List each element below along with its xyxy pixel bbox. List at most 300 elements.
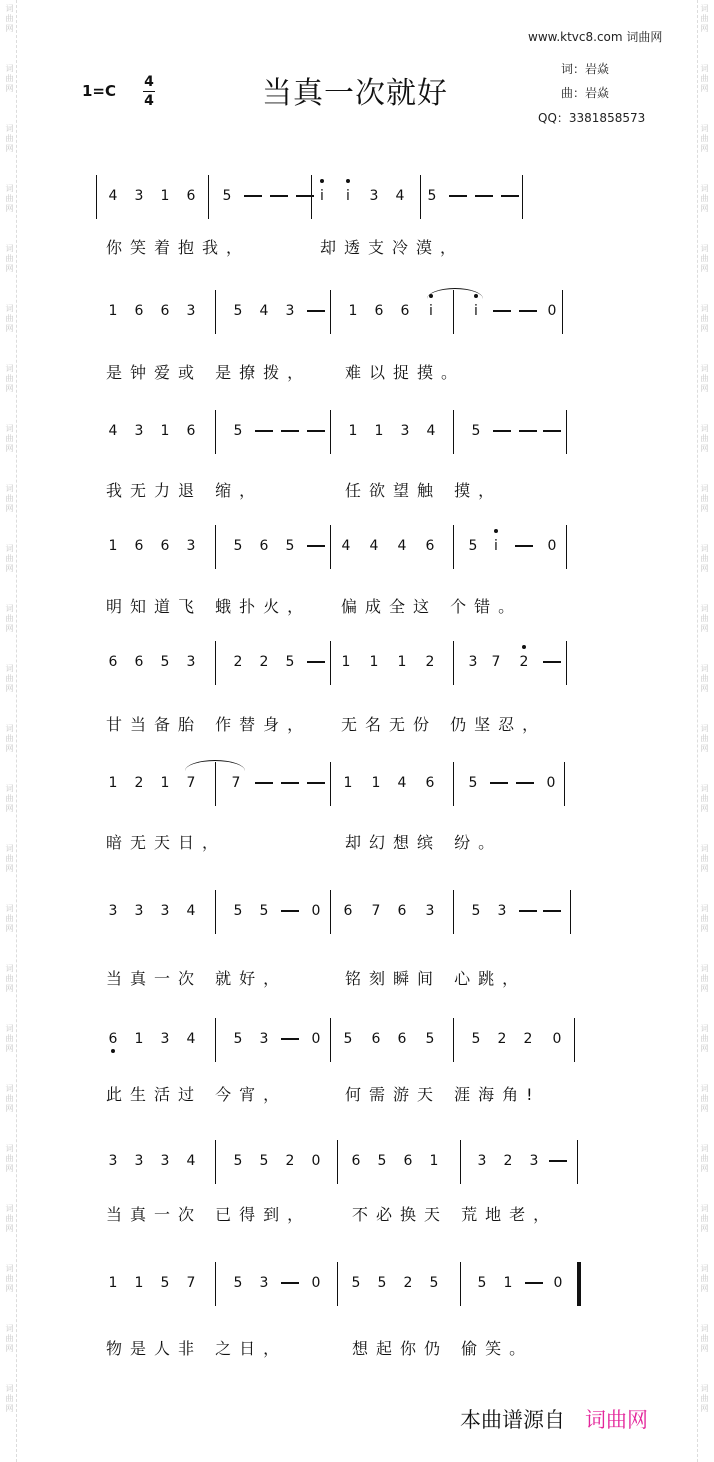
note — [153, 1031, 177, 1047]
sustain-dash — [501, 195, 519, 197]
lyric-phrase: 何需游天 涯海角! — [345, 1085, 541, 1104]
lyric-phrase: 想起你仍 偷笑。 — [352, 1339, 534, 1358]
watermark-char: 词 — [700, 184, 709, 193]
watermark-char: 词 — [5, 784, 14, 793]
note-digit: 6 — [160, 538, 170, 554]
watermark-char: 曲 — [5, 1274, 14, 1283]
watermark-char: 词 — [5, 64, 14, 73]
note-digit: 1 — [108, 1275, 118, 1291]
note-digit: 6 — [371, 1031, 381, 1047]
note — [127, 303, 151, 319]
note — [336, 1031, 360, 1047]
note-digit: 0 — [547, 303, 557, 319]
note-digit: 5 — [233, 1153, 243, 1169]
watermark-char: 网 — [5, 504, 14, 513]
note-digit: 3 — [285, 303, 295, 319]
note — [362, 538, 386, 554]
lyric-line — [0, 1336, 714, 1356]
watermark-char: 曲 — [700, 494, 709, 503]
watermark-char: 词 — [700, 1204, 709, 1213]
note-digit: 2 — [519, 654, 529, 670]
note — [367, 423, 391, 439]
watermark-char: 网 — [5, 1224, 14, 1233]
watermark-char: 词 — [5, 484, 14, 493]
site-url[interactable]: www.ktvc8.com 词曲网 — [528, 30, 663, 44]
barline — [208, 175, 209, 219]
note-digit: 5 — [233, 1275, 243, 1291]
watermark-char: 曲 — [700, 134, 709, 143]
note-digit: 6 — [160, 303, 170, 319]
note-digit: 5 — [222, 188, 232, 204]
lyric-phrase: 明知道飞 蛾扑火， — [106, 597, 312, 616]
octave-dot-above — [522, 645, 526, 649]
note — [461, 654, 485, 670]
barline — [215, 641, 216, 685]
note — [179, 188, 203, 204]
note-digit: 1 — [369, 654, 379, 670]
note — [364, 903, 388, 919]
note — [364, 1031, 388, 1047]
sustain-dash — [515, 545, 533, 547]
note — [396, 1153, 420, 1169]
watermark-char: 曲 — [5, 434, 14, 443]
note — [334, 654, 358, 670]
watermark-char: 网 — [5, 684, 14, 693]
note — [464, 1031, 488, 1047]
note — [390, 538, 414, 554]
watermark-char: 网 — [700, 1224, 709, 1233]
watermark-char: 网 — [5, 984, 14, 993]
watermark-char: 词 — [700, 544, 709, 553]
watermark-char: 曲 — [5, 14, 14, 23]
note — [464, 423, 488, 439]
note-digit: 3 — [160, 903, 170, 919]
note — [179, 1275, 203, 1291]
note-digit: 5 — [343, 1031, 353, 1047]
score-row — [0, 641, 714, 685]
note-digit: 5 — [233, 538, 243, 554]
watermark-char: 网 — [5, 804, 14, 813]
note — [278, 1153, 302, 1169]
sustain-dash — [493, 310, 511, 312]
footer-source-brand[interactable]: 词曲网 — [585, 1408, 648, 1432]
watermark-char: 网 — [5, 444, 14, 453]
barline — [215, 1140, 216, 1184]
note-digit: i — [346, 188, 350, 204]
sustain-dash — [307, 545, 325, 547]
note — [310, 188, 334, 204]
note-digit: 3 — [160, 1031, 170, 1047]
watermark-char: 词 — [5, 304, 14, 313]
note-digit: 3 — [186, 538, 196, 554]
watermark-char: 网 — [700, 1044, 709, 1053]
watermark-char: 网 — [5, 324, 14, 333]
note-digit: 0 — [311, 903, 321, 919]
lyric-line — [0, 966, 714, 986]
sustain-dash — [307, 782, 325, 784]
note-digit: 5 — [285, 654, 295, 670]
watermark-char: 网 — [700, 384, 709, 393]
sustain-dash — [543, 430, 561, 432]
note-digit: 1 — [160, 423, 170, 439]
lyric-line — [0, 360, 714, 380]
note — [540, 538, 564, 554]
barline — [453, 410, 454, 454]
note — [390, 1031, 414, 1047]
barline — [453, 1018, 454, 1062]
watermark-char: 网 — [5, 1404, 14, 1413]
note — [341, 303, 365, 319]
watermark-char: 词 — [5, 1024, 14, 1033]
note — [101, 423, 125, 439]
note-digit: 5 — [377, 1153, 387, 1169]
score-row — [0, 290, 714, 334]
note — [101, 775, 125, 791]
watermark-char: 词 — [5, 364, 14, 373]
watermark-char: 网 — [5, 144, 14, 153]
sustain-dash — [519, 310, 537, 312]
note-digit: 4 — [108, 423, 118, 439]
note — [153, 1153, 177, 1169]
barline — [460, 1140, 461, 1184]
watermark-char: 曲 — [700, 614, 709, 623]
note-digit: 4 — [186, 1031, 196, 1047]
barline — [574, 1018, 575, 1062]
note-digit: 2 — [259, 654, 269, 670]
note — [101, 1275, 125, 1291]
lyric-line — [0, 830, 714, 850]
watermark-char: 词 — [700, 364, 709, 373]
sustain-dash — [270, 195, 288, 197]
note-digit: 6 — [343, 903, 353, 919]
score-row — [0, 762, 714, 806]
note — [496, 1153, 520, 1169]
note — [215, 188, 239, 204]
octave-dot-above — [320, 179, 324, 183]
note-digit: 6 — [134, 538, 144, 554]
note — [278, 538, 302, 554]
note — [153, 303, 177, 319]
watermark-char: 曲 — [700, 374, 709, 383]
final-barline — [578, 1262, 581, 1306]
note — [304, 1153, 328, 1169]
note-digit: 4 — [108, 188, 118, 204]
barline — [453, 525, 454, 569]
note-digit: 4 — [395, 188, 405, 204]
note-digit: 1 — [160, 188, 170, 204]
watermark-char: 曲 — [5, 554, 14, 563]
watermark-char: 曲 — [5, 194, 14, 203]
note — [127, 1275, 151, 1291]
lyric-line — [0, 478, 714, 498]
watermark-char: 网 — [5, 1344, 14, 1353]
watermark-char: 词 — [5, 544, 14, 553]
note — [226, 903, 250, 919]
note — [341, 423, 365, 439]
watermark-char: 曲 — [5, 854, 14, 863]
note — [101, 188, 125, 204]
note — [393, 423, 417, 439]
watermark-char: 曲 — [700, 1394, 709, 1403]
qq-contact: QQ：3381858573 — [538, 111, 646, 125]
lyric-phrase: 却透支冷漠， — [320, 238, 465, 257]
note-digit: 2 — [523, 1031, 533, 1047]
note — [304, 1031, 328, 1047]
watermark-char: 网 — [700, 504, 709, 513]
lyric-phrase: 是钟爱或 是撩拨， — [106, 363, 312, 382]
watermark-char: 曲 — [5, 1334, 14, 1343]
note-digit: 7 — [186, 1275, 196, 1291]
note-digit: 6 — [425, 538, 435, 554]
watermark-char: 网 — [5, 1164, 14, 1173]
sustain-dash — [281, 782, 299, 784]
note — [127, 188, 151, 204]
lyric-phrase: 暗无天日， — [106, 833, 227, 852]
watermark-char: 词 — [5, 664, 14, 673]
octave-dot-above — [346, 179, 350, 183]
note-digit: 4 — [426, 423, 436, 439]
note — [390, 903, 414, 919]
note — [101, 538, 125, 554]
note — [336, 188, 360, 204]
note — [224, 775, 248, 791]
sustain-dash — [490, 782, 508, 784]
note — [179, 775, 203, 791]
note-digit: 7 — [371, 903, 381, 919]
note-digit: 6 — [134, 654, 144, 670]
watermark-char: 曲 — [700, 1274, 709, 1283]
octave-dot-above — [494, 529, 498, 533]
note-digit: 3 — [134, 188, 144, 204]
note-digit: 2 — [503, 1153, 513, 1169]
note-digit: 1 — [108, 303, 118, 319]
time-signature-top: 4 — [144, 74, 154, 90]
note-digit: 3 — [468, 654, 478, 670]
sustain-dash — [281, 1282, 299, 1284]
barline — [330, 290, 331, 334]
note-digit: 5 — [377, 1275, 387, 1291]
watermark-char: 网 — [700, 684, 709, 693]
note-digit: 1 — [429, 1153, 439, 1169]
note-digit: 5 — [233, 903, 243, 919]
barline — [566, 410, 567, 454]
watermark-char: 词 — [5, 1264, 14, 1273]
watermark-char: 曲 — [5, 74, 14, 83]
barline — [453, 641, 454, 685]
watermark-char: 词 — [700, 424, 709, 433]
watermark-char: 词 — [700, 64, 709, 73]
lyric-phrase: 任欲望触 摸， — [345, 481, 503, 500]
note — [179, 303, 203, 319]
note-digit: 5 — [160, 1275, 170, 1291]
watermark-char: 网 — [700, 264, 709, 273]
note — [153, 188, 177, 204]
watermark-char: 词 — [5, 4, 14, 13]
note-digit: 5 — [425, 1031, 435, 1047]
watermark-char: 网 — [700, 324, 709, 333]
watermark-char: 网 — [700, 24, 709, 33]
note — [179, 654, 203, 670]
note-digit: 6 — [397, 903, 407, 919]
score-row — [0, 1262, 714, 1306]
watermark-char: 词 — [5, 904, 14, 913]
time-signature-bottom: 4 — [144, 93, 154, 109]
note-digit: 1 — [160, 775, 170, 791]
note-digit: 1 — [108, 538, 118, 554]
note-digit: 5 — [285, 538, 295, 554]
note — [364, 775, 388, 791]
barline — [330, 641, 331, 685]
note-digit: 5 — [427, 188, 437, 204]
watermark-char: 网 — [5, 864, 14, 873]
watermark-char: 词 — [700, 964, 709, 973]
note — [226, 1031, 250, 1047]
tie-arc — [427, 288, 483, 299]
note — [420, 188, 444, 204]
composer-credit: 曲：岩焱 — [561, 86, 610, 100]
note-digit: 0 — [553, 1275, 563, 1291]
watermark-char: 词 — [700, 304, 709, 313]
lyric-phrase: 物是人非 之日， — [106, 1339, 288, 1358]
sustain-dash — [281, 1038, 299, 1040]
note — [127, 1153, 151, 1169]
sustain-dash — [244, 195, 262, 197]
note-digit: 5 — [468, 775, 478, 791]
note-digit: 3 — [108, 903, 118, 919]
note-digit: 1 — [503, 1275, 513, 1291]
note-digit: 0 — [547, 538, 557, 554]
note — [546, 1275, 570, 1291]
note — [390, 654, 414, 670]
watermark-char: 词 — [5, 424, 14, 433]
watermark-char: 词 — [700, 244, 709, 253]
note — [252, 903, 276, 919]
watermark-char: 曲 — [700, 1214, 709, 1223]
note-digit: 3 — [186, 654, 196, 670]
sustain-dash — [281, 430, 299, 432]
barline — [330, 890, 331, 934]
watermark-char: 网 — [5, 264, 14, 273]
watermark-char: 网 — [5, 924, 14, 933]
note — [226, 538, 250, 554]
watermark-char: 词 — [700, 604, 709, 613]
note — [101, 903, 125, 919]
watermark-char: 词 — [5, 1144, 14, 1153]
lyric-line — [0, 1202, 714, 1222]
watermark-char: 曲 — [5, 254, 14, 263]
watermark-char: 曲 — [700, 914, 709, 923]
note — [127, 1031, 151, 1047]
lyric-phrase: 偏成全这 个错。 — [341, 597, 523, 616]
sustain-dash — [493, 430, 511, 432]
note — [484, 654, 508, 670]
note-digit: 6 — [108, 1031, 118, 1047]
note — [370, 1153, 394, 1169]
note-digit: 2 — [285, 1153, 295, 1169]
watermark-char: 词 — [5, 1384, 14, 1393]
lyric-line — [0, 594, 714, 614]
barline — [570, 890, 571, 934]
note — [179, 423, 203, 439]
note — [418, 538, 442, 554]
watermark-char: 网 — [700, 624, 709, 633]
note-digit: 1 — [108, 775, 118, 791]
watermark-char: 网 — [700, 864, 709, 873]
note-digit: 6 — [351, 1153, 361, 1169]
watermark-char: 曲 — [5, 1154, 14, 1163]
watermark-char: 网 — [700, 1404, 709, 1413]
note-digit: 5 — [471, 423, 481, 439]
note-digit: i — [320, 188, 324, 204]
barline — [337, 1140, 338, 1184]
note-digit: 1 — [371, 775, 381, 791]
watermark-char: 曲 — [700, 674, 709, 683]
note — [334, 538, 358, 554]
note — [388, 188, 412, 204]
sustain-dash — [525, 1282, 543, 1284]
lyric-phrase: 我无力退 缩， — [106, 481, 264, 500]
score-row — [0, 890, 714, 934]
lyric-phrase: 无名无份 仍坚忍， — [341, 715, 547, 734]
note — [362, 654, 386, 670]
note-digit: 0 — [552, 1031, 562, 1047]
note-digit: 1 — [397, 654, 407, 670]
watermark-char: 曲 — [5, 1214, 14, 1223]
watermark-char: 曲 — [5, 1034, 14, 1043]
watermark-char: 网 — [5, 1284, 14, 1293]
note — [461, 538, 485, 554]
note — [522, 1153, 546, 1169]
note — [226, 303, 250, 319]
note — [101, 1031, 125, 1047]
score-row — [0, 1018, 714, 1062]
watermark-char: 曲 — [700, 734, 709, 743]
note — [252, 654, 276, 670]
note — [336, 775, 360, 791]
tie-arc — [185, 760, 245, 771]
note — [422, 1275, 446, 1291]
lyric-phrase: 当真一次 已得到， — [106, 1205, 312, 1224]
watermark-char: 曲 — [5, 374, 14, 383]
watermark-char: 曲 — [5, 794, 14, 803]
note — [179, 1031, 203, 1047]
note-digit: 3 — [134, 903, 144, 919]
barline — [330, 410, 331, 454]
lyric-phrase: 此生活过 今宵， — [106, 1085, 288, 1104]
note — [490, 903, 514, 919]
sustain-dash — [449, 195, 467, 197]
note-digit: 6 — [259, 538, 269, 554]
watermark-char: 词 — [5, 124, 14, 133]
note — [226, 423, 250, 439]
watermark-char: 词 — [700, 124, 709, 133]
note-digit: 7 — [186, 775, 196, 791]
note — [101, 1153, 125, 1169]
watermark-char: 词 — [5, 844, 14, 853]
note — [370, 1275, 394, 1291]
note — [464, 303, 488, 319]
watermark-char: 曲 — [700, 314, 709, 323]
note-digit: 2 — [497, 1031, 507, 1047]
note-digit: 0 — [546, 775, 556, 791]
note-digit: 0 — [311, 1031, 321, 1047]
note — [419, 423, 443, 439]
watermark-char: 网 — [700, 804, 709, 813]
watermark-char: 词 — [700, 904, 709, 913]
sustain-dash — [475, 195, 493, 197]
watermark-char: 曲 — [5, 494, 14, 503]
note-digit: 5 — [233, 1031, 243, 1047]
